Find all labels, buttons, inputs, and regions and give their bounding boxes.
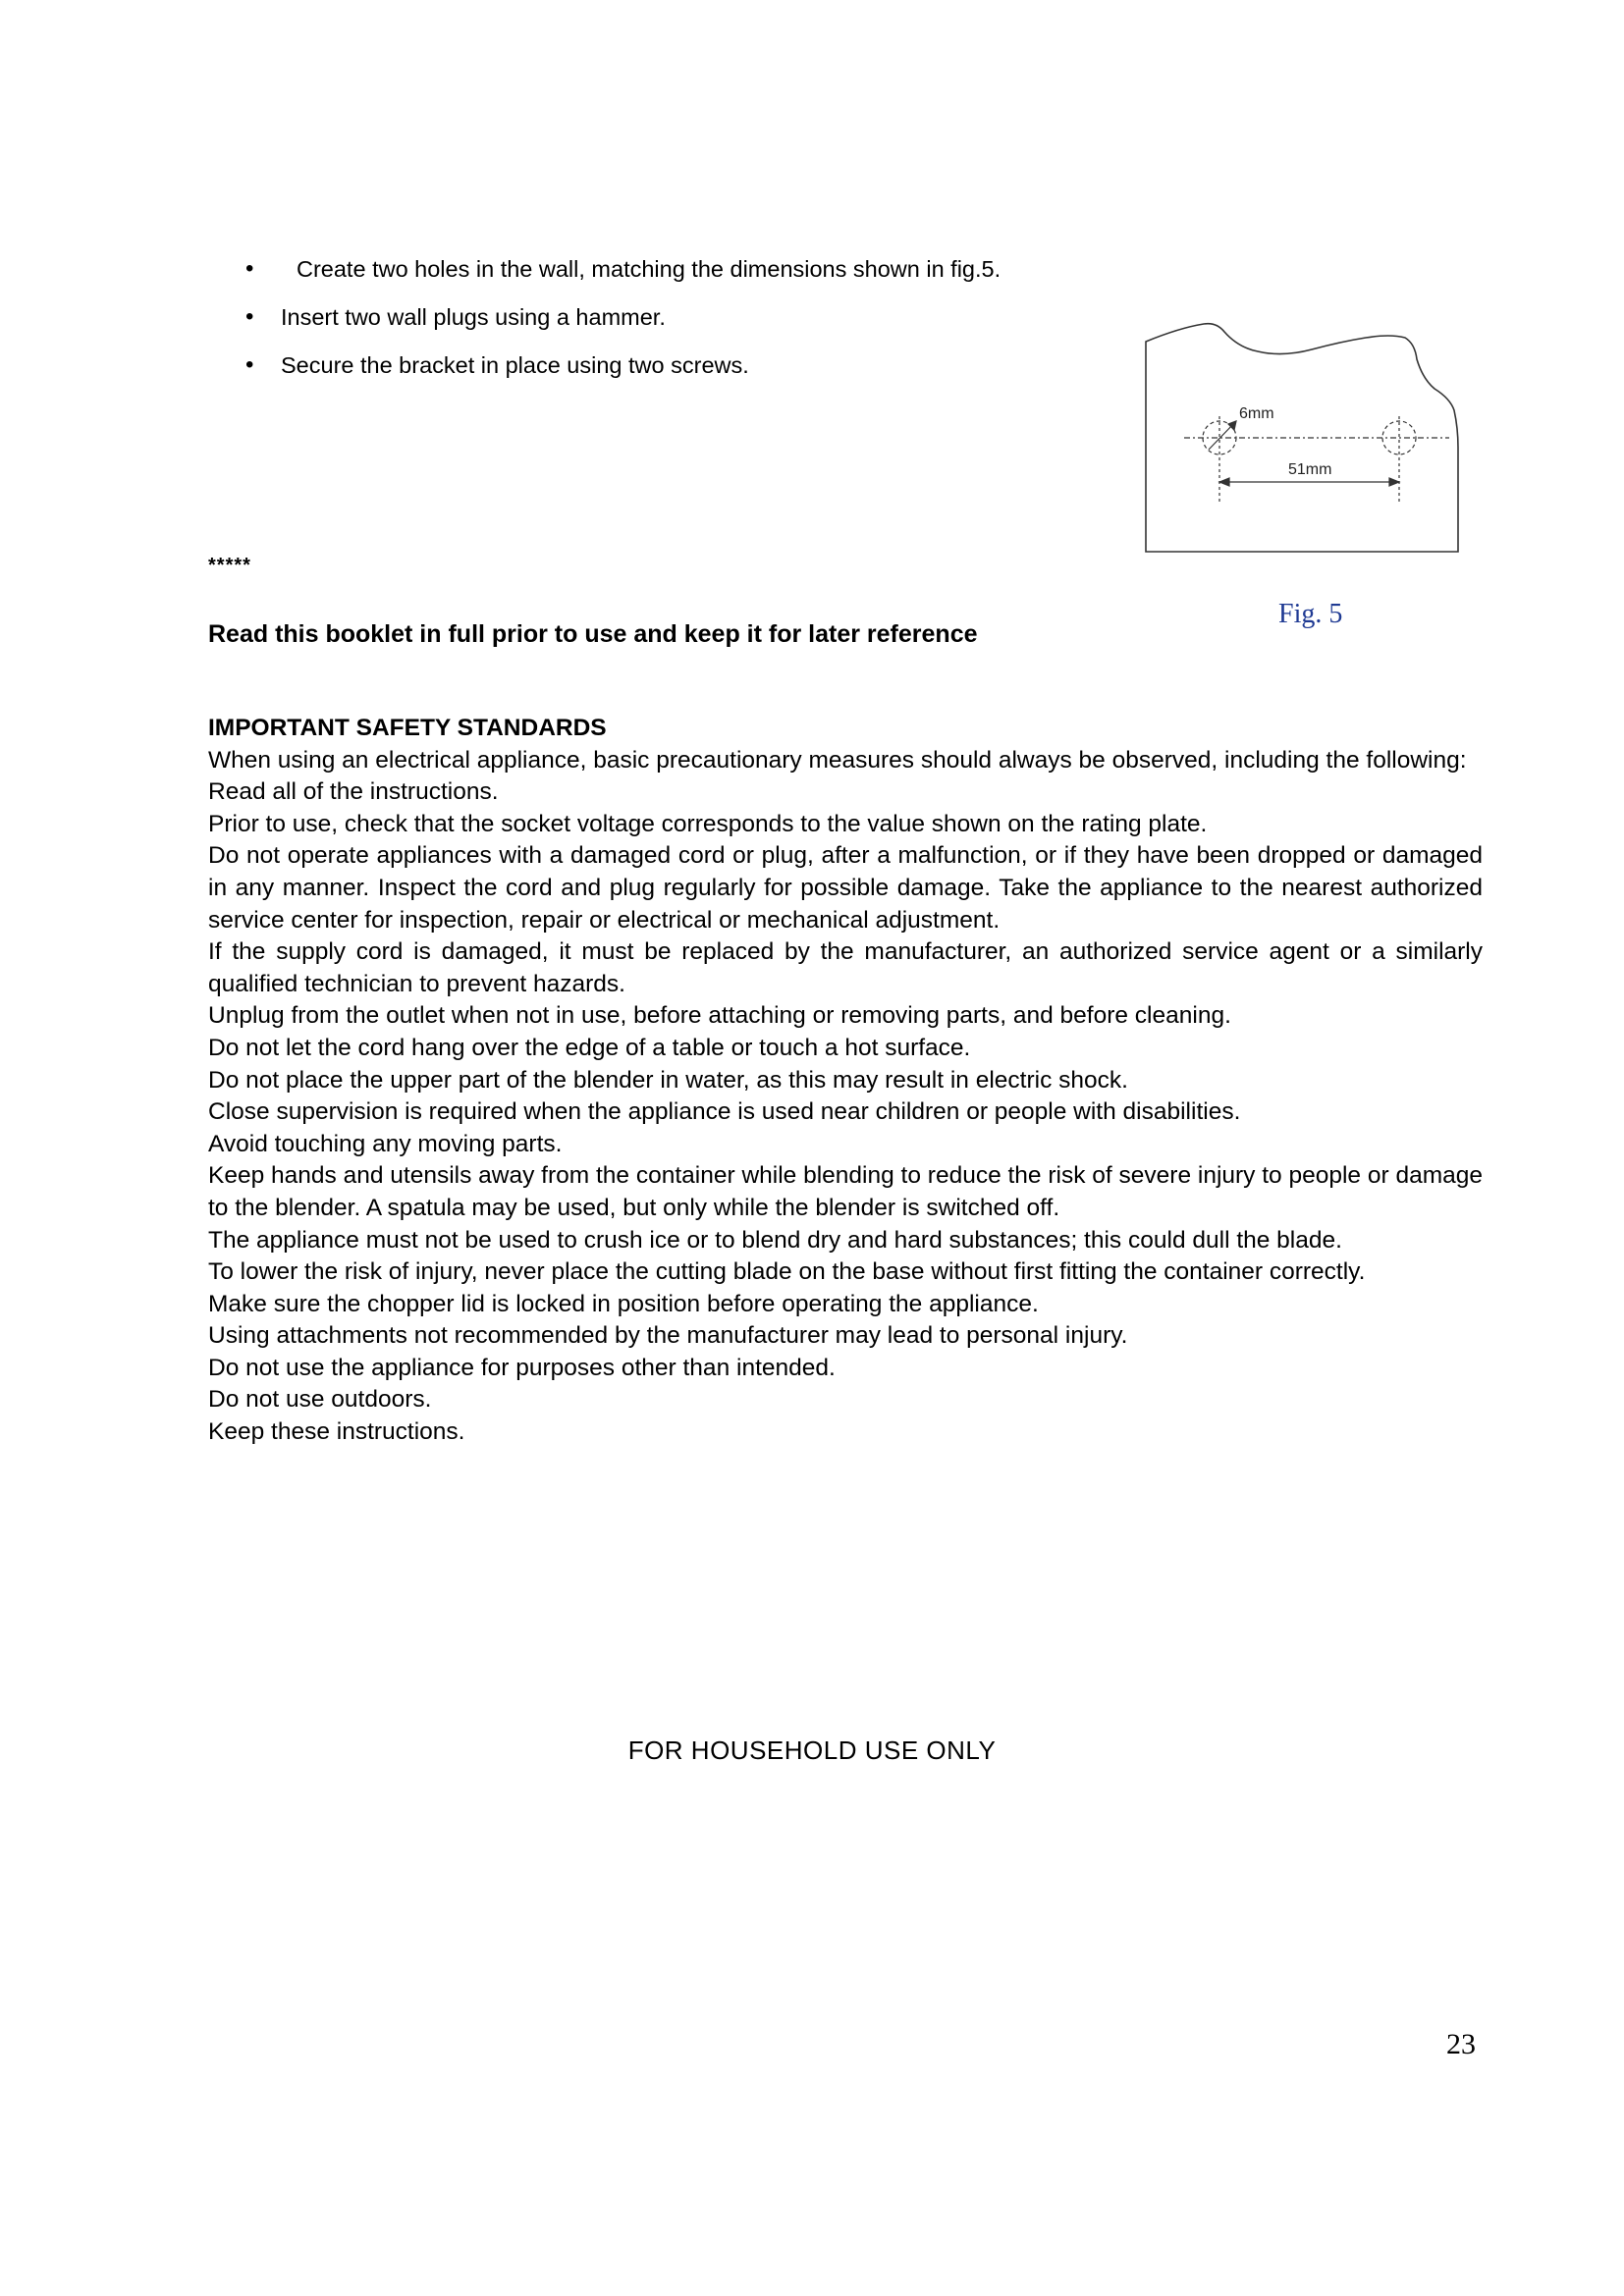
hole-spacing-label: 51mm bbox=[1288, 461, 1332, 478]
paragraph: Make sure the chopper lid is locked in position before operating the appliance. bbox=[208, 1290, 1039, 1317]
paragraph: Do not use outdoors. bbox=[208, 1386, 432, 1414]
drill-hole-diagram bbox=[1140, 320, 1479, 554]
list-item: • Secure the bracket in place using two screws. bbox=[245, 349, 1208, 381]
dimension-lines bbox=[1184, 416, 1449, 503]
hole-diameter-label: 6mm bbox=[1239, 405, 1274, 422]
paragraph: Do not operate appliances with a damaged cord or plug, after a malfunction, or if they have been dropped or damaged in any manner. Inspect the cord and plug regularly for possible damage. Take the appliance to the nearest authorized service center for inspection, repair or electrical or mechanical adjustment. bbox=[208, 842, 1483, 934]
wall-outline bbox=[1146, 324, 1458, 552]
paragraph: Unplug from the outlet when not in use, before attaching or removing parts, and before cleaning. bbox=[208, 1002, 1231, 1030]
paragraph: Using attachments not recommended by the manufacturer may lead to personal injury. bbox=[208, 1322, 1128, 1350]
paragraph: When using an electrical appliance, basic precautionary measures should always be observed, including the following: bbox=[208, 746, 1467, 774]
paragraph: Close supervision is required when the appliance is used near children or people with disabilities. bbox=[208, 1098, 1241, 1126]
paragraph: Do not use the appliance for purposes other than intended. bbox=[208, 1354, 836, 1381]
paragraph: If the supply cord is damaged, it must be replaced by the manufacturer, an authorized service agent or a similarly qualified technician to prevent hazards. bbox=[208, 938, 1483, 997]
section-heading: IMPORTANT SAFETY STANDARDS bbox=[208, 715, 607, 741]
separator: ***** bbox=[208, 555, 251, 576]
paragraph: Avoid touching any moving parts. bbox=[208, 1130, 563, 1157]
figure-caption: Fig. 5 bbox=[1278, 599, 1343, 629]
paragraph: Prior to use, check that the socket voltage corresponds to the value shown on the rating plate. bbox=[208, 810, 1208, 837]
italian-steps-list bbox=[245, 253, 1208, 398]
lead-text: Read this booklet in full prior to use and keep it for later reference bbox=[208, 620, 978, 648]
safety-section bbox=[208, 713, 1483, 1449]
list-item: • Create two holes in the wall, matching the dimensions shown in fig.5. bbox=[245, 253, 1208, 285]
paragraph: Keep these instructions. bbox=[208, 1418, 465, 1446]
paragraph: Keep hands and utensils away from the container while blending to reduce the risk of severe injury to people or damage to the blender. A spatula may be used, but only while the blender is switched off. bbox=[208, 1162, 1483, 1221]
paragraph: The appliance must not be used to crush ice or to blend dry and hard substances; this could dull the blade. bbox=[208, 1226, 1342, 1254]
paragraph: Do not let the cord hang over the edge of a table or touch a hot surface. bbox=[208, 1034, 971, 1061]
paragraph: Do not place the upper part of the blender in water, as this may result in electric shock. bbox=[208, 1066, 1128, 1094]
list-item: • Insert two wall plugs using a hammer. bbox=[245, 301, 1208, 333]
page-number: 23 bbox=[1446, 2028, 1476, 2060]
paragraph: To lower the risk of injury, never place the cutting blade on the base without first fitting the container correctly. bbox=[208, 1258, 1366, 1286]
paragraph: Read all of the instructions. bbox=[208, 778, 499, 806]
domestic-use-note: FOR HOUSEHOLD USE ONLY bbox=[627, 1735, 997, 1765]
